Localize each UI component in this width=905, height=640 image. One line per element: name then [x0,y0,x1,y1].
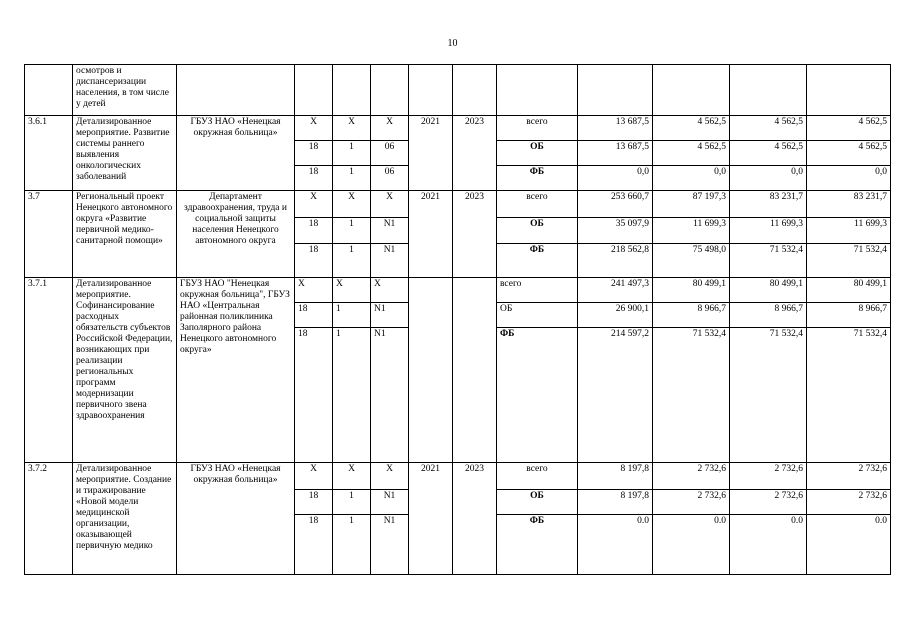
end-year: 2023 [453,116,497,191]
amount-total: 0,0 [578,166,653,191]
funding-source: ОБ [497,218,578,244]
row-number: 3.7.2 [25,463,73,575]
code-cell: Х [295,278,333,303]
funding-source: ОБ [497,141,578,166]
funding-source: ФБ [497,244,578,278]
code-cell: 1 [333,328,371,463]
end-year: 2023 [453,191,497,278]
code-cell: 18 [295,328,333,463]
amount-year: 80 499,1 [807,278,891,303]
code-cell: Х [371,278,409,303]
code-cell: Х [333,116,371,141]
start-year: 2021 [409,116,453,191]
executor: ГБУЗ НАО "Ненецкая окружная больница", ГБУЗ НАО «Центральная районная поликлиника Заполярного района Ненецкого автономного округа» [177,278,295,463]
start-year: 2021 [409,191,453,278]
table-row [25,463,891,490]
end-year: 2023 [453,463,497,575]
code-cell: 18 [295,166,333,191]
amount-year: 71 532,4 [730,328,807,463]
executor: ГБУЗ НАО «Ненецкая окружная больница» [177,463,295,575]
code-cell: N1 [371,490,409,515]
code-cell: Х [371,191,409,218]
amount-year: 2 732,6 [730,490,807,515]
code-cell: 1 [333,303,371,328]
code-cell: 18 [295,218,333,244]
row-number: 3.7.1 [25,278,73,463]
amount-year: 0,0 [807,166,891,191]
measure-name: осмотров и диспансеризации населения, в том числе у детей [73,65,177,116]
amount-year: 0.0 [807,515,891,575]
amount-year: 83 231,7 [730,191,807,218]
funding-source: ОБ [497,490,578,515]
amount-total: 214 597,2 [578,328,653,463]
amount-year: 71 532,4 [730,244,807,278]
measure-name: Региональный проект Ненецкого автономного округа «Развитие первичной медико-санитарной помощи» [73,191,177,278]
amount-year: 87 197,3 [653,191,730,218]
amount-year: 0.0 [730,515,807,575]
code-cell: Х [333,463,371,490]
code-cell: Х [371,116,409,141]
code-cell: 1 [333,141,371,166]
funding-source: ФБ [497,328,578,463]
row-number: 3.6.1 [25,116,73,191]
code-cell: 1 [333,490,371,515]
amount-year: 75 498,0 [653,244,730,278]
table-row [25,191,891,218]
amount-year: 2 732,6 [653,463,730,490]
amount-year: 11 699,3 [730,218,807,244]
amount-year: 71 532,4 [807,244,891,278]
code-cell: N1 [371,303,409,328]
amount-total: 13 687,5 [578,116,653,141]
row-number: 3.7 [25,191,73,278]
amount-total: 218 562,8 [578,244,653,278]
row-number [25,65,73,116]
amount-year: 0,0 [653,166,730,191]
amount-year: 4 562,5 [653,116,730,141]
code-cell: 18 [295,303,333,328]
amount-total: 13 687,5 [578,141,653,166]
code-cell: N1 [371,218,409,244]
funding-source: всего [497,191,578,218]
amount-total: 241 497,3 [578,278,653,303]
amount-year: 11 699,3 [807,218,891,244]
code-cell: N1 [371,328,409,463]
page-number: 10 [447,38,458,49]
amount-total: 26 900,1 [578,303,653,328]
code-cell: Х [333,278,371,303]
funding-source: ФБ [497,515,578,575]
amount-year: 83 231,7 [807,191,891,218]
amount-year: 0,0 [730,166,807,191]
code-cell: Х [295,116,333,141]
end-year [453,278,497,463]
program-table [24,64,891,575]
amount-total: 8 197,8 [578,490,653,515]
amount-year: 71 532,4 [653,328,730,463]
code-cell: 18 [295,141,333,166]
amount-year: 4 562,5 [653,141,730,166]
code-cell: 1 [333,515,371,575]
amount-year: 2 732,6 [807,490,891,515]
executor: Департамент здравоохранения, труда и социальной защиты населения Ненецкого автономного округа [177,191,295,278]
code-cell: Х [295,191,333,218]
code-cell: 06 [371,166,409,191]
funding-source: всего [497,463,578,490]
measure-name: Детализированное мероприятие. Развитие системы раннего выявления онкологических заболеваний [73,116,177,191]
table-row [25,65,891,116]
amount-total: 8 197,8 [578,463,653,490]
funding-source: ФБ [497,166,578,191]
funding-source: всего [497,116,578,141]
code-cell: Х [295,463,333,490]
code-cell: 06 [371,141,409,166]
table-row [25,116,891,141]
amount-year: 11 699,3 [653,218,730,244]
code-cell: 18 [295,244,333,278]
amount-year: 4 562,5 [807,116,891,141]
start-year: 2021 [409,463,453,575]
amount-year: 8 966,7 [730,303,807,328]
code-cell: 1 [333,218,371,244]
amount-year: 71 532,4 [807,328,891,463]
amount-total: 0.0 [578,515,653,575]
amount-year: 8 966,7 [653,303,730,328]
amount-year: 0.0 [653,515,730,575]
start-year [409,278,453,463]
code-cell: N1 [371,244,409,278]
amount-year: 4 562,5 [730,116,807,141]
measure-name: Детализированное мероприятие. Софинансирование расходных обязательств субъектов Российской Федерации, возникающих при реализации региональных программ модернизации первичного звена здравоохранения [73,278,177,463]
measure-name: Детализированное мероприятие. Создание и тиражирование «Новой модели медицинской организации, оказывающей первичную медико [73,463,177,575]
code-cell: Х [333,191,371,218]
code-cell: 18 [295,490,333,515]
amount-year: 2 732,6 [807,463,891,490]
amount-total: 35 097,9 [578,218,653,244]
code-cell: 18 [295,515,333,575]
amount-year: 2 732,6 [730,463,807,490]
code-cell: Х [371,463,409,490]
amount-year: 4 562,5 [730,141,807,166]
amount-year: 2 732,6 [653,490,730,515]
table-row [25,278,891,303]
code-cell: 1 [333,166,371,191]
funding-source: всего [497,278,578,303]
amount-year: 8 966,7 [807,303,891,328]
amount-total: 253 660,7 [578,191,653,218]
executor: ГБУЗ НАО «Ненецкая окружная больница» [177,116,295,191]
amount-year: 4 562,5 [807,141,891,166]
code-cell: N1 [371,515,409,575]
code-cell: 1 [333,244,371,278]
funding-source: ОБ [497,303,578,328]
amount-year: 80 499,1 [730,278,807,303]
amount-year: 80 499,1 [653,278,730,303]
